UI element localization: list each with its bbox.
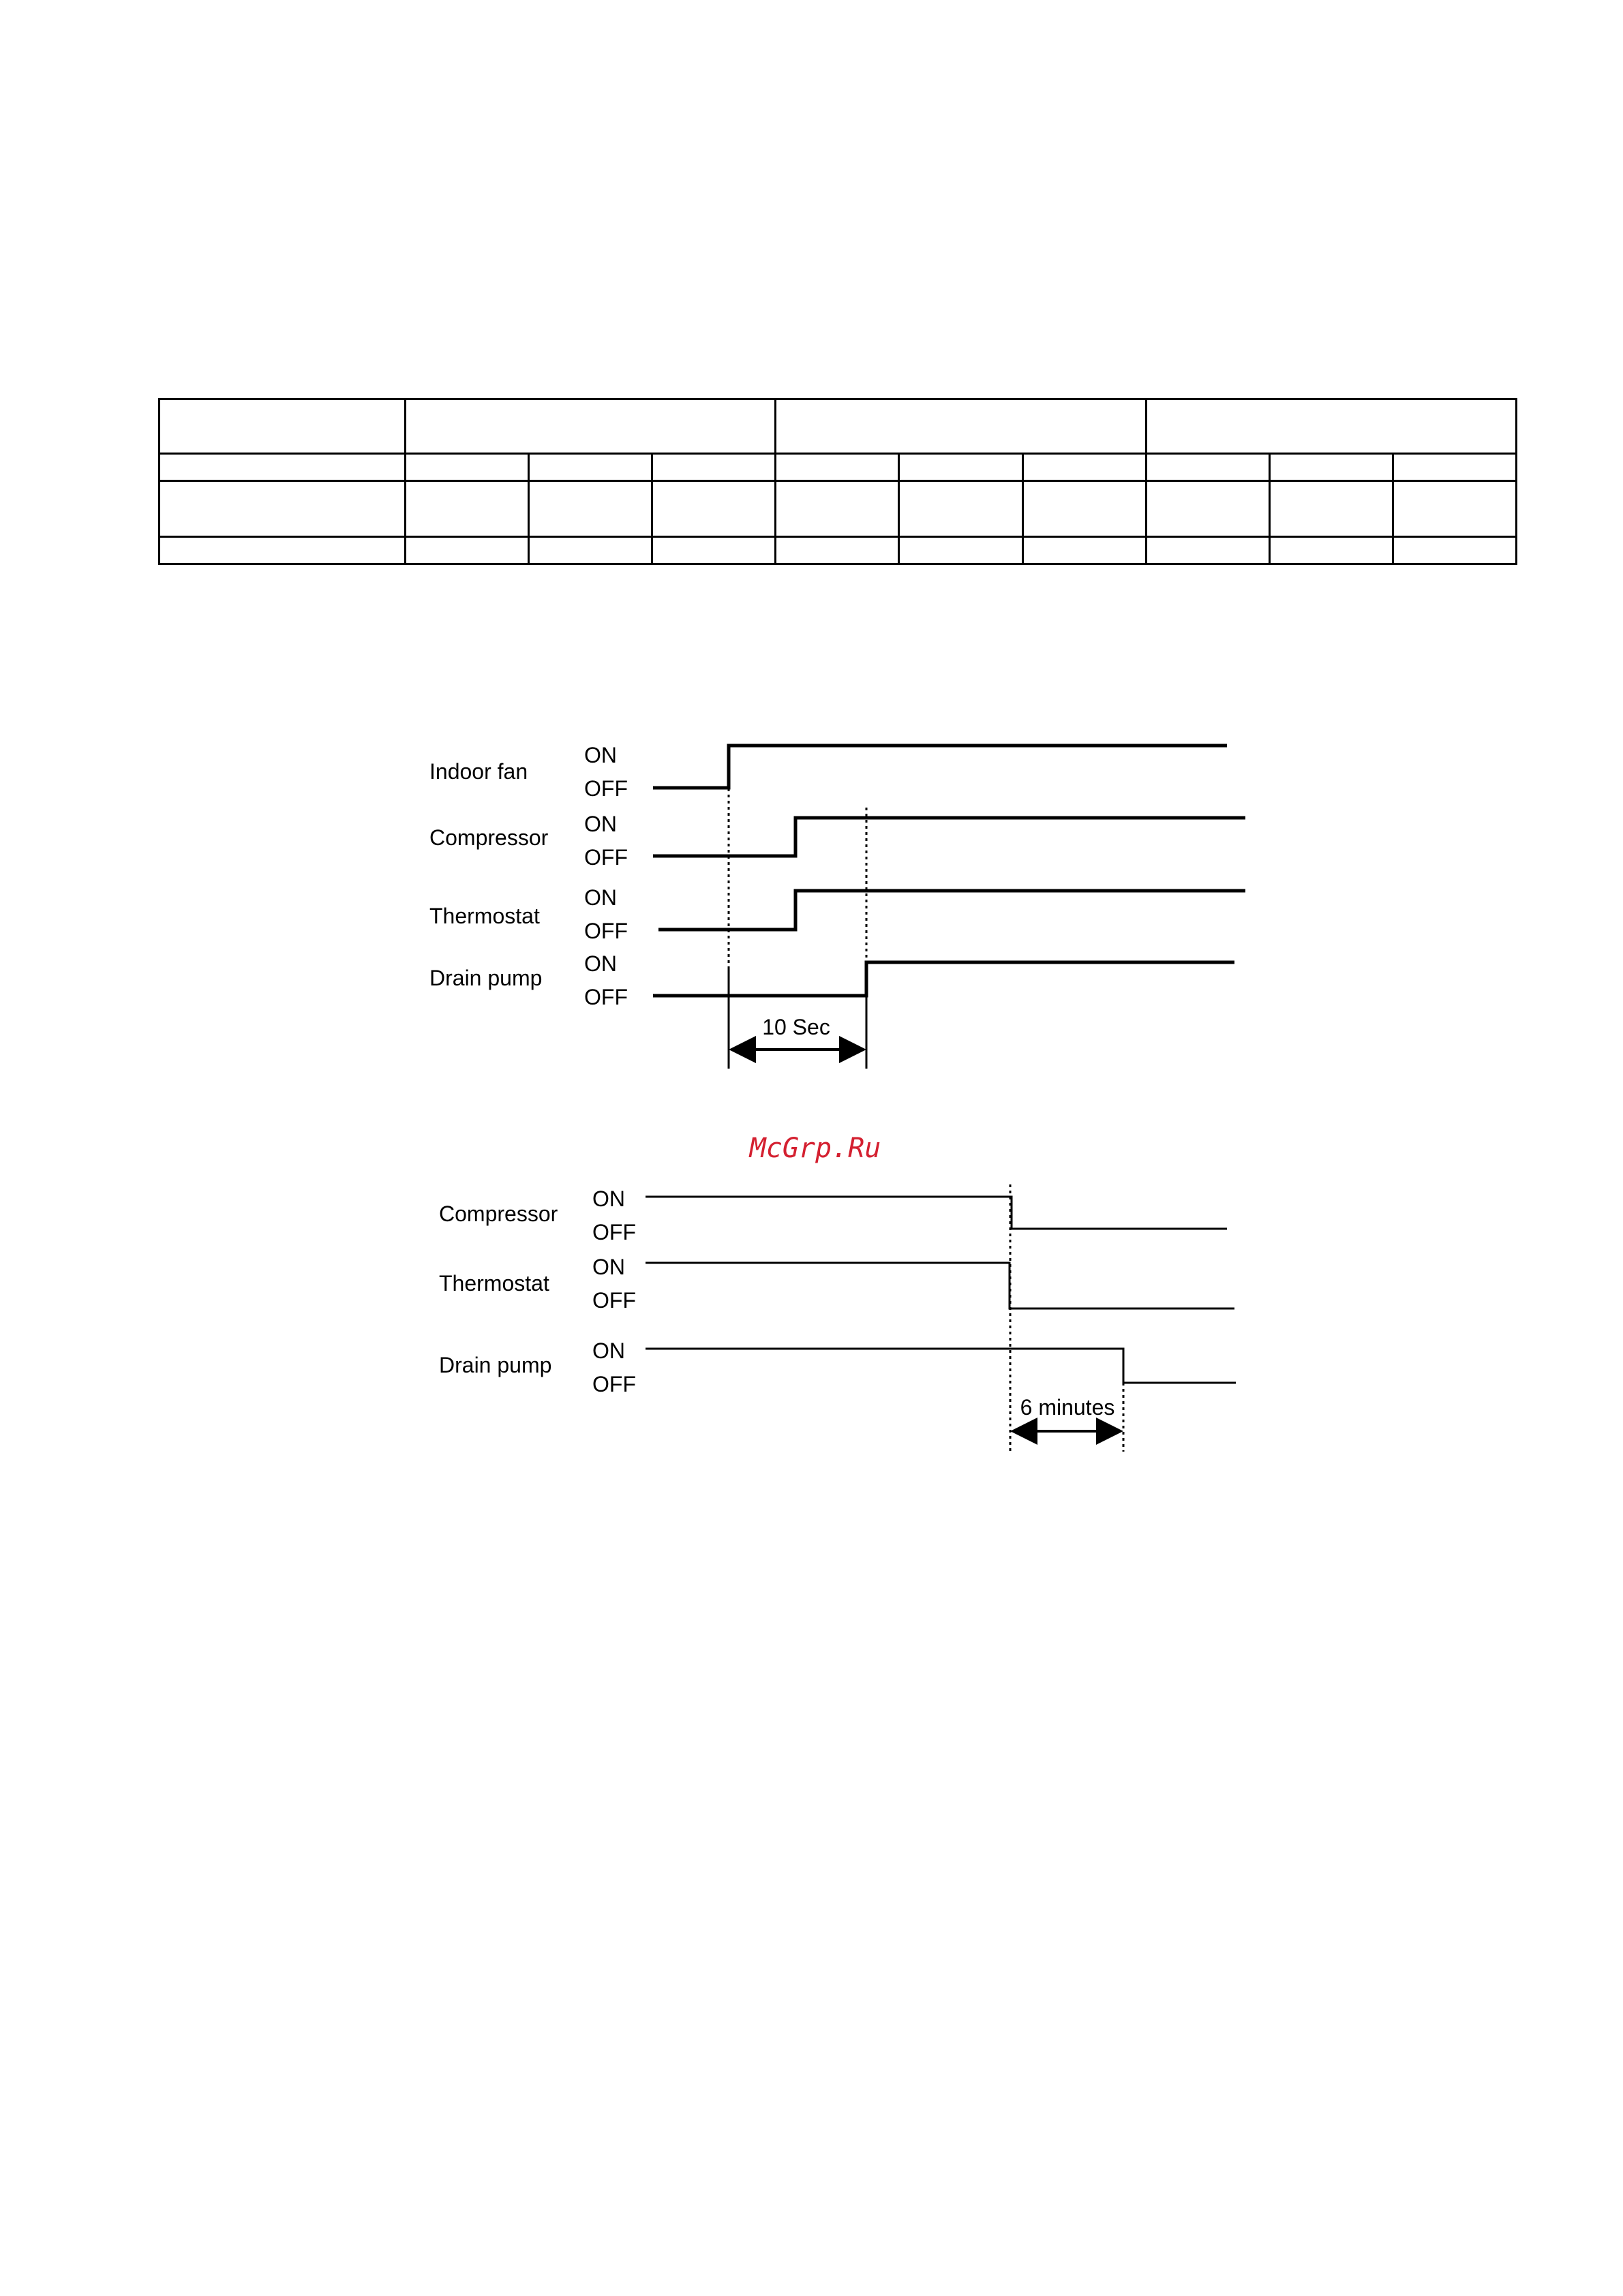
signal-label-thermostat: Thermostat (429, 904, 540, 928)
off-label: OFF (584, 919, 628, 943)
watermark-text: McGrp.Ru (749, 1133, 881, 1164)
signal-label-thermostat: Thermostat (439, 1271, 549, 1296)
on-label: ON (592, 1338, 625, 1363)
waveform-drain-pump (646, 1349, 1236, 1383)
off-label: OFF (584, 985, 628, 1009)
waveform-drain-pump (653, 962, 1234, 996)
signal-label-indoor-fan: Indoor fan (429, 759, 528, 784)
waveform-compressor (646, 1197, 1227, 1229)
waveform-thermostat (658, 891, 1245, 930)
on-label: ON (584, 812, 617, 836)
on-label: ON (592, 1255, 625, 1279)
signal-label-drain-pump: Drain pump (429, 966, 543, 990)
waveform-thermostat (646, 1263, 1234, 1308)
signal-label-compressor: Compressor (429, 825, 549, 850)
off-label: OFF (584, 776, 628, 801)
on-label: ON (584, 885, 617, 910)
off-label: OFF (592, 1372, 636, 1396)
off-label: OFF (592, 1220, 636, 1244)
signal-label-drain-pump: Drain pump (439, 1353, 552, 1377)
timing-chart-stop (439, 1184, 1236, 1452)
interval-label-10-sec: 10 Sec (762, 1015, 830, 1039)
off-label: OFF (592, 1288, 636, 1313)
off-label: OFF (584, 845, 628, 870)
on-label: ON (592, 1187, 625, 1211)
timing-chart-startup (429, 743, 1245, 1069)
signal-label-compressor: Compressor (439, 1201, 558, 1226)
on-label: ON (584, 743, 617, 767)
waveform-indoor-fan (653, 746, 1227, 788)
waveform-compressor (653, 818, 1245, 856)
on-label: ON (584, 951, 617, 976)
interval-label-6-minutes: 6 minutes (1020, 1395, 1115, 1420)
